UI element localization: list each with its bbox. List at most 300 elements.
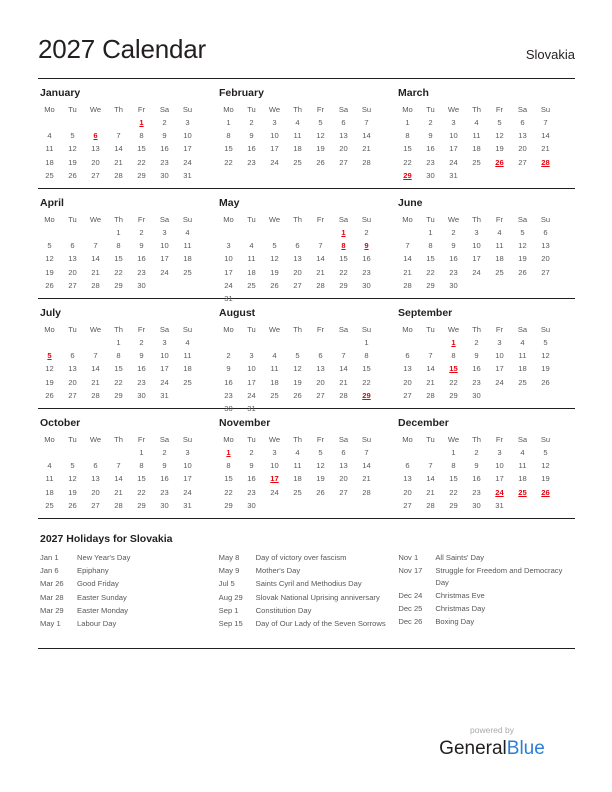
weekday-header-we: We [268,435,281,444]
day-cell: 25 [45,500,54,510]
day-cell: 9 [139,351,144,361]
day-cell: 2 [226,351,231,361]
month-block-june [396,196,575,306]
month-block-october [38,416,217,526]
holiday-name: Mother's Day [255,566,301,576]
empty-day-cell [309,402,332,415]
day-cell: 17 [472,254,481,264]
week-row [38,252,199,265]
holiday-date: Jul 5 [218,579,235,589]
weekday-header-we: We [447,105,460,114]
day-cell: 24 [449,157,458,167]
day-cell: 30 [160,170,169,180]
day-cell: 13 [293,254,302,264]
day-cell: 21 [426,487,435,497]
month-name: April [40,197,64,209]
week-row [396,226,557,239]
day-cell: 26 [541,377,550,387]
holiday-day-cell: 24 [495,487,504,497]
day-cell: 2 [474,448,479,458]
month-block-november [217,416,396,526]
holiday-name: Day of Our Lady of the Seven Sorrows [255,618,386,628]
day-cell: 20 [541,254,550,264]
day-cell: 17 [224,267,233,277]
day-cell: 7 [428,351,433,361]
day-cell: 10 [495,461,504,471]
weekday-header-fr: Fr [137,325,146,334]
holiday-name: Epiphany [77,566,109,576]
weekday-header-mo: Mo [402,215,413,224]
holiday-list-item [219,578,397,590]
week-row [217,446,378,459]
day-cell: 29 [137,170,146,180]
day-cell: 8 [364,351,369,361]
weekday-header-su: Su [540,105,551,114]
day-cell: 11 [45,144,54,154]
day-cell: 3 [272,448,277,458]
week-row [38,499,199,512]
day-cell: 6 [341,448,346,458]
weekday-header-row [396,433,557,446]
day-cell: 6 [543,228,548,238]
day-cell: 16 [160,474,169,484]
day-cell: 2 [139,338,144,348]
day-cell: 11 [45,474,54,484]
holiday-name: Day of victory over fascism [255,553,347,562]
day-cell: 6 [70,351,75,361]
day-cell: 6 [520,118,525,128]
holiday-date: Dec 24 [398,590,423,600]
day-cell: 5 [543,338,548,348]
weekday-header-mo: Mo [223,105,234,114]
day-cell: 30 [472,500,481,510]
day-cell: 18 [293,474,302,484]
empty-day-cell [355,402,378,415]
day-cell: 28 [362,487,371,497]
empty-day-cell [332,499,355,512]
day-cell: 25 [495,267,504,277]
empty-day-cell [61,226,84,239]
month-row [38,306,575,416]
day-cell: 5 [520,228,525,238]
day-cell: 29 [224,500,233,510]
weekday-header-fr: Fr [137,105,146,114]
day-cell: 19 [316,144,325,154]
day-cell: 23 [137,267,146,277]
header-divider [38,78,575,79]
weekday-header-th: Th [293,105,302,114]
day-cell: 16 [160,144,169,154]
day-cell: 14 [426,474,435,484]
day-cell: 21 [362,474,371,484]
month-block-september [396,306,575,416]
week-row [396,129,557,142]
day-cell: 28 [426,500,435,510]
week-row [38,376,199,389]
empty-day-cell [240,226,263,239]
day-cell: 25 [293,157,302,167]
day-cell: 27 [541,267,550,277]
day-cell: 11 [247,254,256,264]
holidays-column [396,552,575,631]
holidays-columns [38,552,575,631]
day-cell: 15 [224,474,233,484]
weekday-header-sa: Sa [517,435,528,444]
day-cell: 1 [451,448,456,458]
week-row [38,446,199,459]
day-cell: 15 [362,364,371,374]
day-cell: 23 [224,390,233,400]
weekday-header-th: Th [114,105,123,114]
day-cell: 21 [403,267,412,277]
day-cell: 9 [139,241,144,251]
week-row [217,486,378,499]
day-cell: 21 [541,144,550,154]
week-row [38,169,199,182]
day-cell: 14 [541,131,550,141]
day-cell: 8 [139,131,144,141]
day-cell: 16 [362,254,371,264]
day-cell: 4 [474,118,479,128]
day-cell: 10 [160,241,169,251]
weekday-header-mo: Mo [223,215,234,224]
weekday-header-mo: Mo [44,105,55,114]
empty-day-cell [84,226,107,239]
day-cell: 20 [403,377,412,387]
day-cell: 23 [362,267,371,277]
empty-day-cell [488,279,511,292]
weekday-header-row [396,323,557,336]
empty-day-cell [263,336,286,349]
day-cell: 2 [249,448,254,458]
day-cell: 3 [185,118,190,128]
empty-day-cell [465,279,488,292]
day-cell: 13 [403,364,412,374]
day-cell: 30 [449,280,458,290]
empty-day-cell [217,336,240,349]
empty-day-cell [84,446,107,459]
day-cell: 29 [449,390,458,400]
day-cell: 28 [403,280,412,290]
empty-day-cell [61,336,84,349]
weekday-header-fr: Fr [316,215,325,224]
day-cell: 20 [91,487,100,497]
empty-day-cell [176,279,199,292]
day-cell: 4 [47,131,52,141]
holiday-day-cell: 8 [341,241,346,251]
weekday-header-th: Th [472,435,481,444]
weekday-header-we: We [89,435,102,444]
month-name: March [398,87,429,99]
empty-day-cell [107,116,130,129]
day-cell: 23 [160,487,169,497]
holiday-list-item [40,592,217,604]
weekday-header-fr: Fr [495,105,504,114]
day-cell: 28 [91,280,100,290]
weekday-header-row [217,323,378,336]
holiday-list-item [40,578,217,590]
empty-day-cell [176,389,199,402]
day-cell: 8 [405,131,410,141]
holidays-column [38,552,217,631]
day-cell: 12 [45,364,54,374]
day-cell: 10 [270,461,279,471]
holiday-list-item [398,565,575,588]
empty-day-cell [534,279,557,292]
day-cell: 14 [114,144,123,154]
day-cell: 18 [183,364,192,374]
day-cell: 4 [520,448,525,458]
day-cell: 12 [45,254,54,264]
day-cell: 12 [495,131,504,141]
day-cell: 9 [249,131,254,141]
day-cell: 29 [137,500,146,510]
empty-day-cell [534,169,557,182]
empty-day-cell [84,336,107,349]
holidays-section [38,533,575,631]
holiday-name: Saints Cyril and Methodius Day [255,579,362,589]
day-cell: 13 [316,364,325,374]
day-cell: 17 [160,254,169,264]
day-cell: 25 [518,377,527,387]
holiday-date: Nov 17 [398,566,423,576]
weekday-header-sa: Sa [159,215,170,224]
week-row [38,349,199,362]
day-cell: 18 [45,157,54,167]
day-cell: 22 [449,487,458,497]
day-cell: 13 [403,474,412,484]
week-row [38,472,199,485]
week-row [217,279,378,292]
empty-day-cell [332,292,355,305]
month-day-grid [38,103,199,182]
day-cell: 2 [364,228,369,238]
month-block-april [38,196,217,306]
day-cell: 20 [68,267,77,277]
month-day-grid [396,103,557,182]
day-cell: 12 [541,351,550,361]
day-cell: 16 [449,254,458,264]
empty-day-cell [153,279,176,292]
holiday-date: Mar 29 [40,605,64,615]
holiday-list-item [398,616,575,628]
day-cell: 27 [403,390,412,400]
day-cell: 21 [316,267,325,277]
empty-day-cell [61,116,84,129]
weekday-header-we: We [447,215,460,224]
day-cell: 27 [339,157,348,167]
holiday-name: Easter Sunday [77,592,127,602]
weekday-header-tu: Tu [247,105,256,114]
day-cell: 8 [451,461,456,471]
weekday-header-sa: Sa [338,215,349,224]
day-cell: 6 [318,351,323,361]
day-cell: 3 [474,228,479,238]
holiday-name: Constitution Day [255,605,312,615]
empty-day-cell [332,336,355,349]
holiday-name: Labour Day [77,618,117,628]
week-row [396,446,557,459]
holidays-title: 2027 Holidays for Slovakia [40,533,173,545]
day-cell: 24 [224,280,233,290]
day-cell: 31 [183,170,192,180]
weekday-header-fr: Fr [495,325,504,334]
day-cell: 6 [70,241,75,251]
day-cell: 18 [247,267,256,277]
day-cell: 15 [403,144,412,154]
empty-day-cell [309,292,332,305]
empty-day-cell [332,402,355,415]
day-cell: 14 [426,364,435,374]
day-cell: 19 [293,377,302,387]
week-row [396,279,557,292]
week-row [396,169,557,182]
day-cell: 18 [270,377,279,387]
month-block-january [38,86,217,196]
holiday-day-cell: 1 [341,228,346,238]
day-cell: 27 [518,157,527,167]
day-cell: 11 [183,351,192,361]
weekday-header-tu: Tu [426,435,435,444]
day-cell: 23 [137,377,146,387]
week-row [396,499,557,512]
week-row [217,129,378,142]
day-cell: 30 [224,404,233,414]
week-row [38,226,199,239]
day-cell: 12 [518,241,527,251]
month-block-may [217,196,396,306]
day-cell: 9 [226,364,231,374]
weekday-header-row [38,213,199,226]
day-cell: 15 [426,254,435,264]
week-row [38,116,199,129]
day-cell: 28 [114,500,123,510]
day-cell: 15 [339,254,348,264]
weekday-header-fr: Fr [137,215,146,224]
empty-day-cell [465,169,488,182]
empty-day-cell [511,389,534,402]
day-cell: 29 [426,280,435,290]
day-cell: 16 [224,377,233,387]
weekday-header-su: Su [361,215,372,224]
weekday-header-fr: Fr [495,435,504,444]
empty-day-cell [38,336,61,349]
weekday-header-fr: Fr [316,435,325,444]
weekday-header-su: Su [540,325,551,334]
empty-day-cell [396,336,419,349]
day-cell: 31 [247,404,256,414]
day-cell: 4 [497,228,502,238]
week-row [217,376,378,389]
weekday-header-su: Su [182,325,193,334]
day-cell: 22 [339,267,348,277]
day-cell: 24 [183,157,192,167]
day-cell: 5 [318,118,323,128]
month-block-august [217,306,396,416]
week-row [217,226,378,239]
month-day-grid [396,323,557,402]
week-row [38,279,199,292]
day-cell: 5 [272,241,277,251]
month-day-grid [217,103,378,169]
day-cell: 1 [364,338,369,348]
day-cell: 21 [114,487,123,497]
day-cell: 10 [247,364,256,374]
day-cell: 8 [428,241,433,251]
day-cell: 20 [68,377,77,387]
weekday-header-sa: Sa [159,435,170,444]
day-cell: 13 [68,364,77,374]
day-cell: 19 [541,474,550,484]
holiday-day-cell: 17 [270,474,279,484]
day-cell: 14 [91,364,100,374]
week-row [217,336,378,349]
holiday-name: Christmas Eve [435,590,485,600]
holiday-day-cell: 29 [362,390,371,400]
day-cell: 14 [403,254,412,264]
day-cell: 10 [472,241,481,251]
holiday-list-item [398,590,575,602]
powered-by-label: powered by [470,725,514,735]
holiday-name: Slovak National Uprising anniversary [255,592,380,602]
day-cell: 27 [293,280,302,290]
month-name: January [40,87,81,99]
day-cell: 10 [183,131,192,141]
holiday-day-cell: 5 [47,351,52,361]
empty-day-cell [355,499,378,512]
day-cell: 1 [139,448,144,458]
day-cell: 22 [403,157,412,167]
day-cell: 17 [495,364,504,374]
day-cell: 28 [362,157,371,167]
day-cell: 29 [114,280,123,290]
empty-day-cell [240,292,263,305]
week-row [217,472,378,485]
holiday-date: Mar 26 [40,579,64,589]
day-cell: 3 [162,338,167,348]
day-cell: 26 [68,170,77,180]
day-cell: 2 [451,228,456,238]
empty-day-cell [263,499,286,512]
holiday-day-cell: 1 [226,448,231,458]
day-cell: 27 [68,280,77,290]
day-cell: 6 [295,241,300,251]
day-cell: 25 [183,267,192,277]
day-cell: 21 [91,377,100,387]
weekday-header-th: Th [114,215,123,224]
month-row [38,196,575,306]
day-cell: 15 [114,254,123,264]
day-cell: 17 [160,364,169,374]
day-cell: 15 [114,364,123,374]
day-cell: 25 [293,487,302,497]
day-cell: 10 [495,351,504,361]
month-day-grid [38,323,199,402]
day-cell: 19 [68,487,77,497]
day-cell: 14 [91,254,100,264]
day-cell: 2 [249,118,254,128]
holiday-day-cell: 6 [93,131,98,141]
day-cell: 19 [45,267,54,277]
empty-day-cell [263,226,286,239]
day-cell: 7 [93,241,98,251]
day-cell: 20 [316,377,325,387]
empty-day-cell [240,336,263,349]
day-cell: 7 [93,351,98,361]
weekday-header-su: Su [182,435,193,444]
holiday-name: Struggle for Freedom and Democracy Day [435,566,563,587]
day-cell: 18 [518,364,527,374]
